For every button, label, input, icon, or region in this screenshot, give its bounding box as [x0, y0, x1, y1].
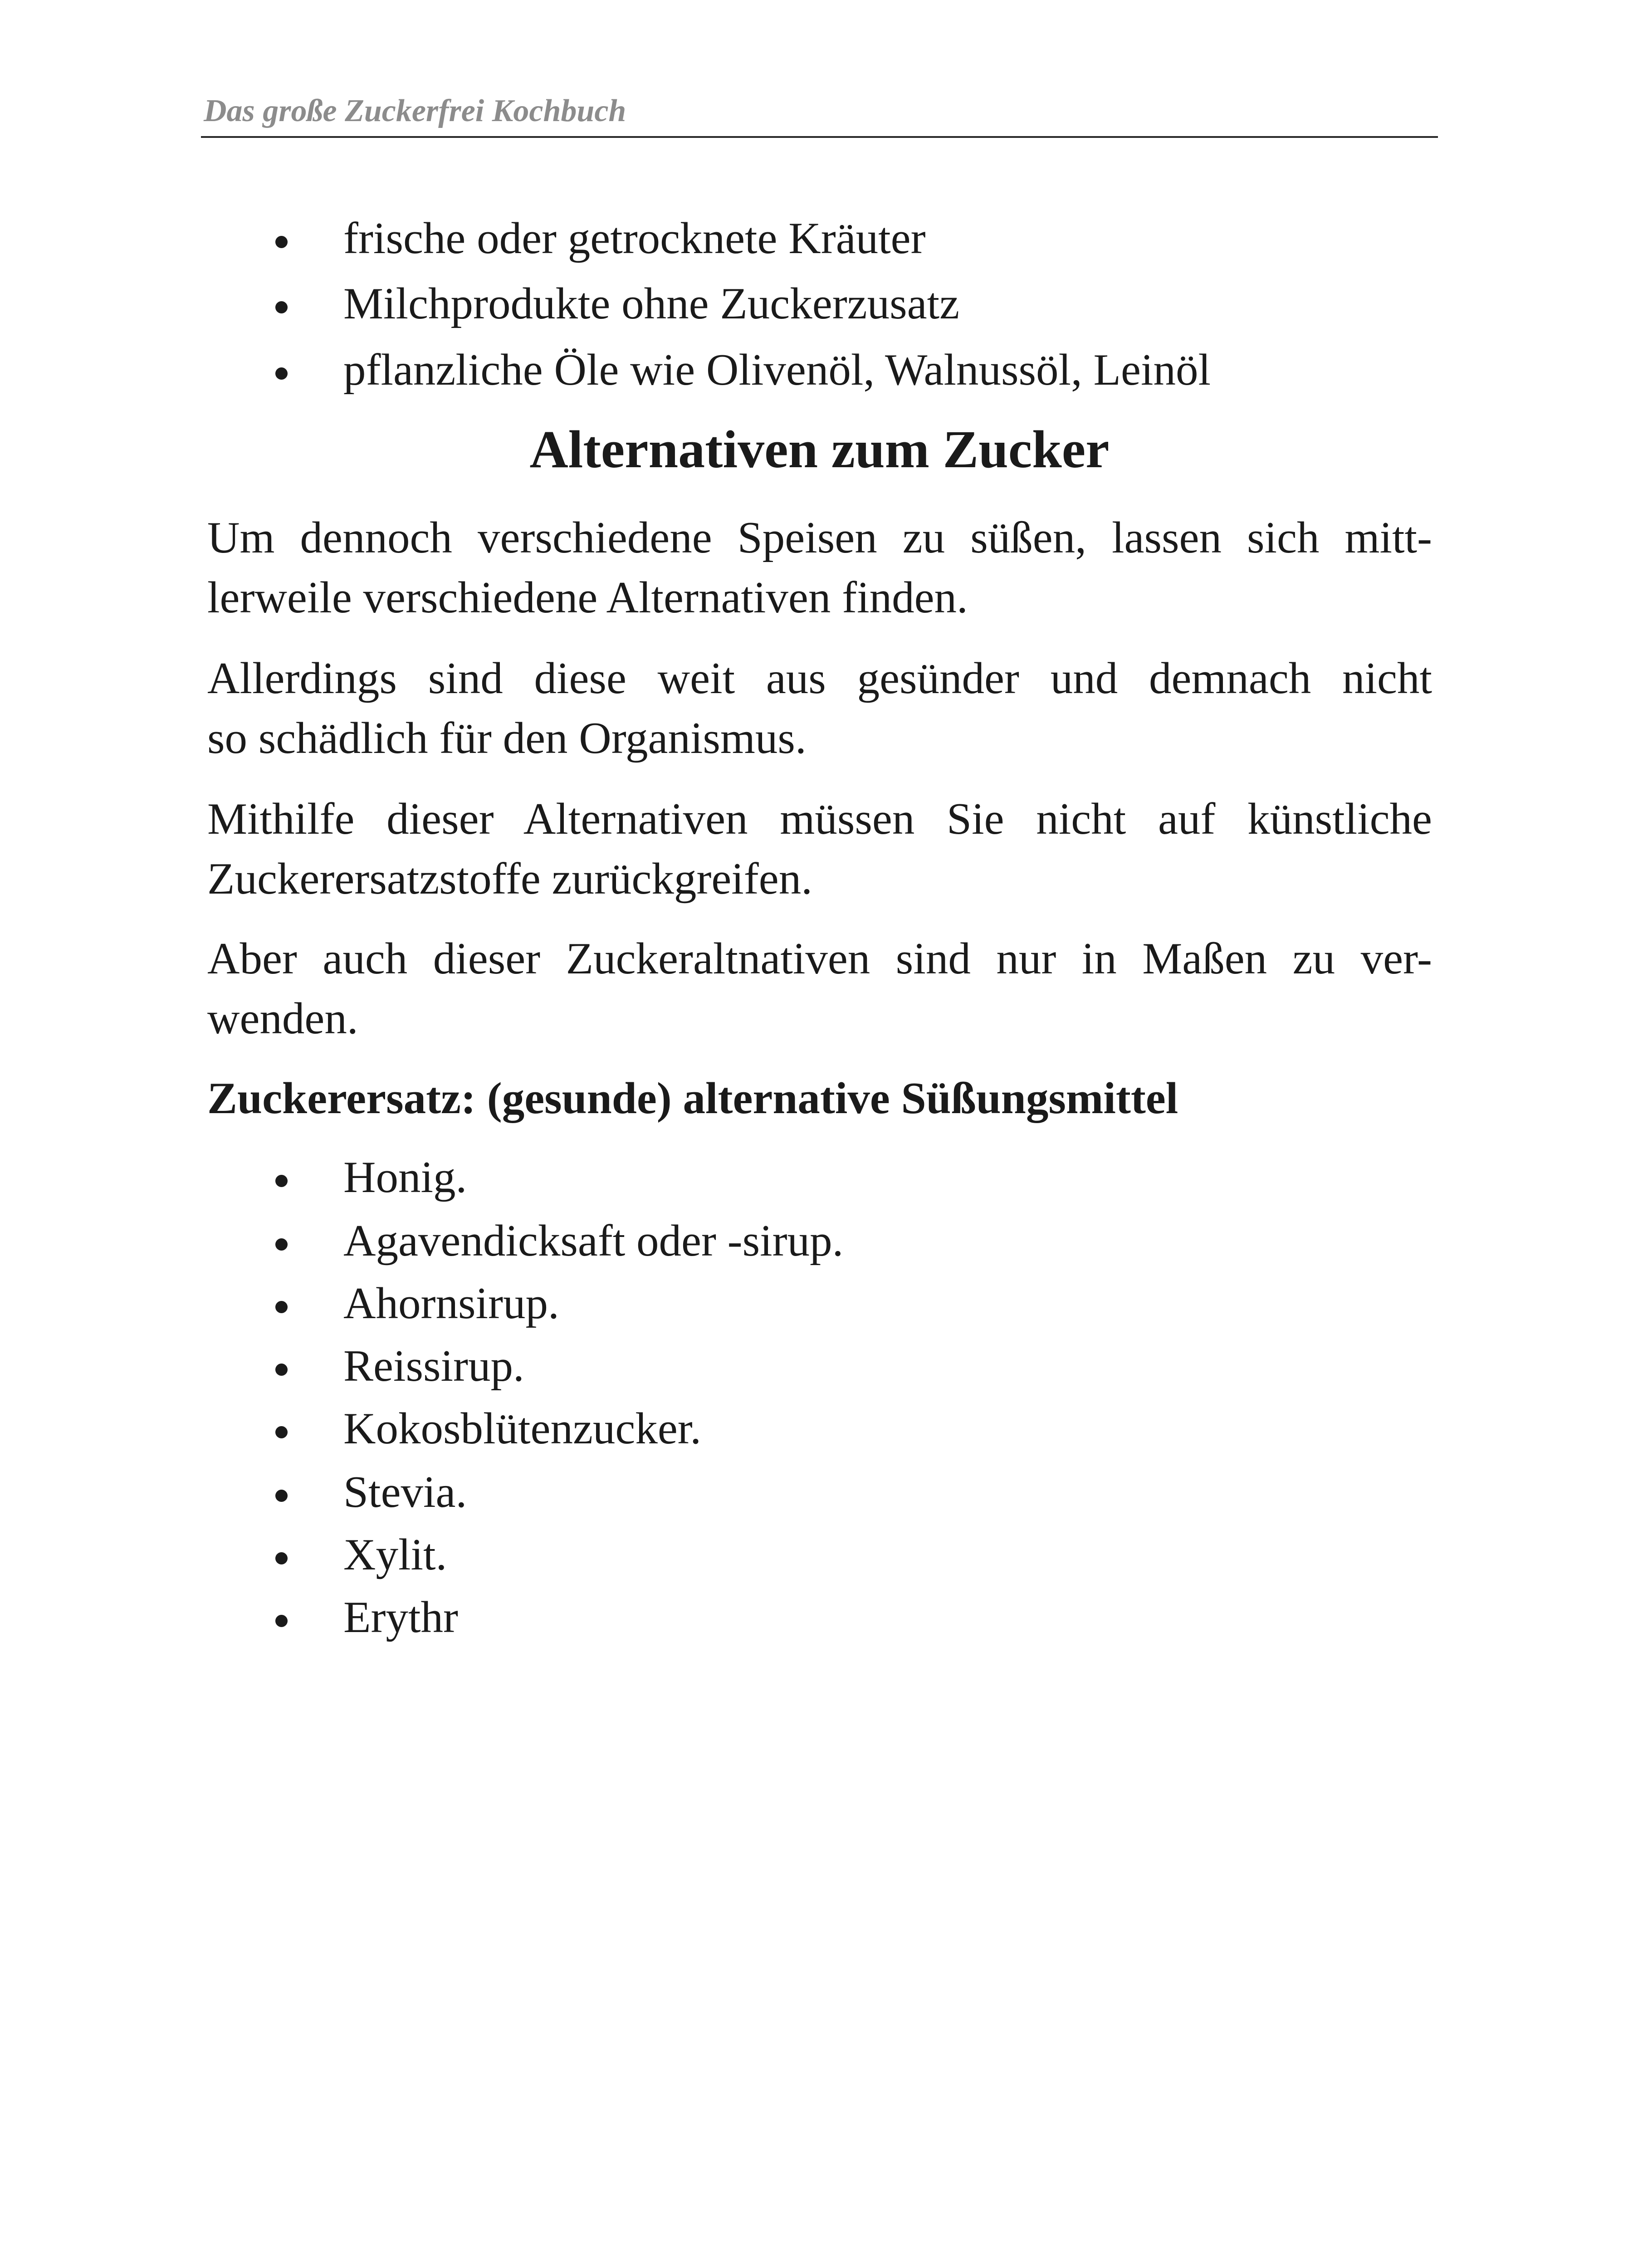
paragraph [207, 508, 1432, 628]
list-item-text: Stevia. [343, 1467, 467, 1517]
paragraph [207, 929, 1432, 1049]
paragraph-line: lerweile verschiedene Alternativen finden. [207, 573, 968, 622]
header-rule [201, 136, 1438, 138]
bullet-icon [275, 1552, 288, 1564]
bullet-icon [275, 1615, 288, 1627]
list-item-text: Honig. [343, 1153, 467, 1202]
list-item-text: Agavendicksaft oder -sirup. [343, 1216, 844, 1266]
section-heading: Alternativen zum Zucker [529, 420, 1110, 479]
list-item-text: Kokosblütenzucker. [343, 1404, 702, 1453]
paragraph [207, 649, 1432, 768]
bullet-icon [275, 1426, 288, 1438]
bullet-icon [275, 367, 288, 380]
list-item-text: pflanzliche Öle wie Olivenöl, Walnussöl, Leinöl [343, 345, 1211, 395]
bullet-icon [275, 1175, 288, 1187]
list-item-text: Xylit. [343, 1530, 447, 1579]
list-item-text: Erythr [343, 1593, 458, 1642]
list-item-text: Reissirup. [343, 1341, 524, 1391]
list-item-text: Ahornsirup. [343, 1279, 559, 1328]
bullet-icon [275, 1238, 288, 1251]
bullet-icon [275, 1364, 288, 1376]
paragraph-line: Zuckerersatzstoffe zurückgreifen. [207, 854, 812, 904]
paragraph-line: so schädlich für den Organismus. [207, 714, 807, 763]
bullet-icon [275, 236, 288, 248]
paragraph-line: wenden. [207, 994, 358, 1043]
bullet-icon [275, 1490, 288, 1502]
paragraph-line: Allerdings sind diese weit aus gesünder und demnach nicht [207, 654, 1432, 703]
paragraph-line: Um dennoch verschiedene Speisen zu süßen, lassen sich mitt- [207, 513, 1432, 562]
list-item-text: Milchprodukte ohne Zuckerzusatz [343, 279, 960, 328]
paragraph [207, 789, 1432, 909]
paragraph-line: Aber auch dieser Zuckeraltnativen sind nur in Maßen zu ver- [207, 934, 1432, 983]
bullet-icon [275, 301, 288, 313]
list-item-text: frische oder getrocknete Kräuter [343, 214, 926, 263]
bullet-icon [275, 1301, 288, 1313]
subheading: Zuckerersatz: (gesunde) alternative Süßungsmittel [207, 1074, 1178, 1123]
paragraph-line: Mithilfe dieser Alternativen müssen Sie nicht auf künstliche [207, 794, 1432, 844]
running-header: Das große Zuckerfrei Kochbuch [204, 93, 626, 128]
